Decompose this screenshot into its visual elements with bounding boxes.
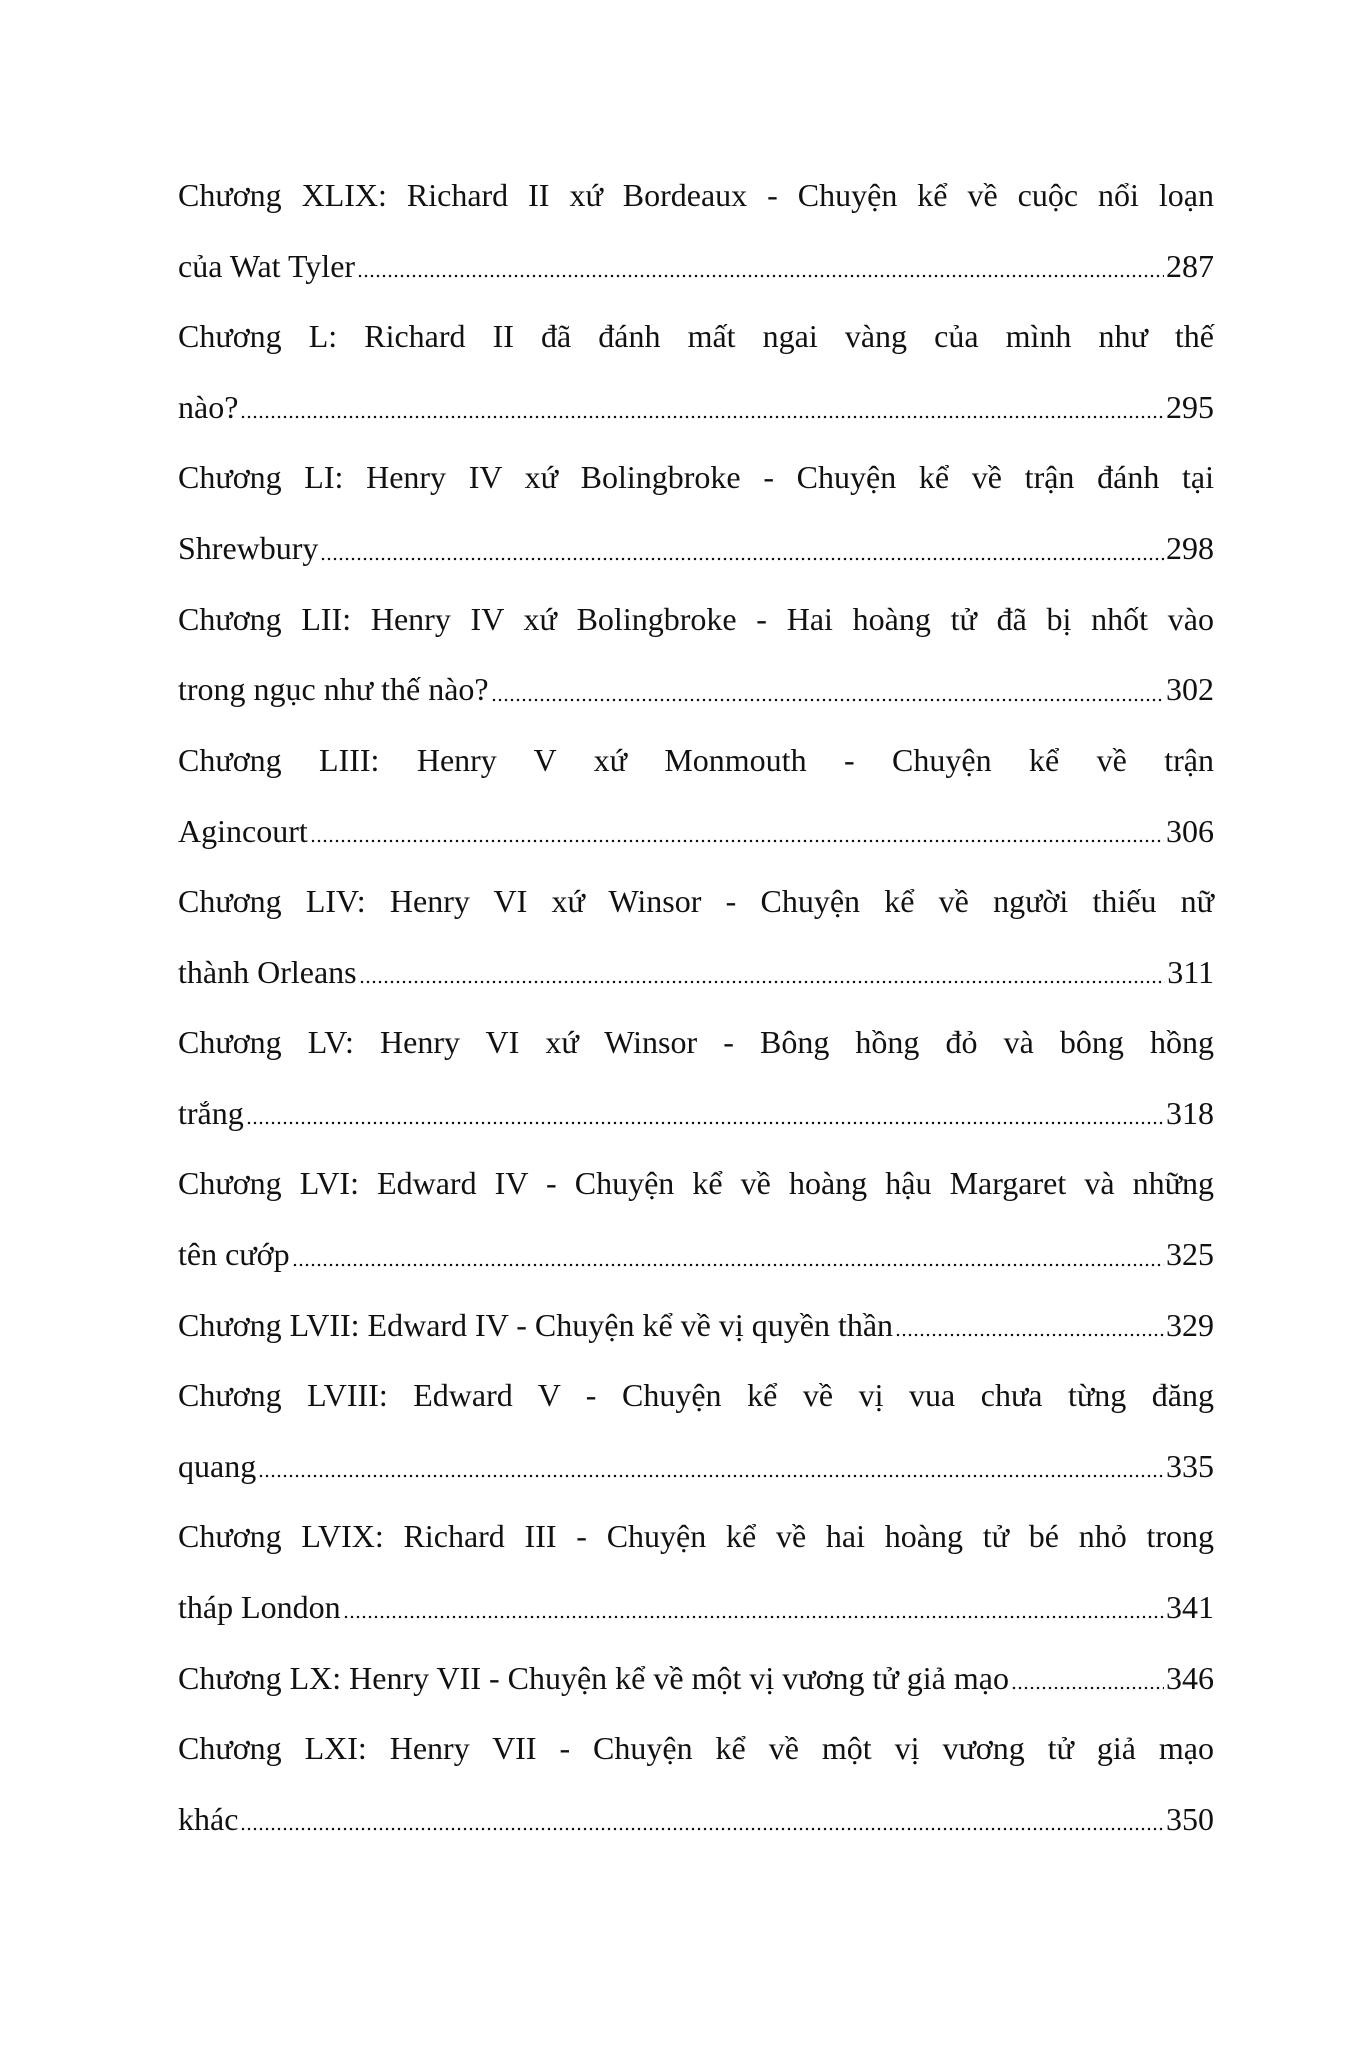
toc-entry-leader-line xyxy=(178,231,1214,302)
toc-entry-leader-line xyxy=(178,1642,1214,1713)
dot-leader xyxy=(491,693,1164,703)
toc-entry-title-end: trắng xyxy=(178,1095,244,1132)
toc-entry-title-line: Chương LVI: Edward IV - Chuyện kể về hoàng hậu Margaret và những xyxy=(178,1165,1214,1202)
dot-leader xyxy=(357,269,1164,279)
dot-leader xyxy=(320,552,1164,562)
table-of-contents xyxy=(178,160,1214,1854)
toc-entry-title-end: tên cướp xyxy=(178,1236,290,1273)
dot-leader xyxy=(310,834,1164,844)
toc-page-number: 302 xyxy=(1166,671,1214,708)
toc-entry-title-end: thành Orleans xyxy=(178,953,357,990)
toc-entry-leader-line xyxy=(178,513,1214,584)
toc-entry-title-end: quang xyxy=(178,1447,257,1484)
toc-entry-leader-line xyxy=(178,1784,1214,1855)
toc-page-number: 298 xyxy=(1166,530,1214,567)
toc-entry-title-line: Chương LI: Henry IV xứ Bolingbroke - Chuyện kể về trận đánh tại xyxy=(178,459,1214,496)
dot-leader xyxy=(343,1610,1164,1620)
toc-entry-title-line: Chương LXI: Henry VII - Chuyện kể về một vị vương tử giả mạo xyxy=(178,1730,1214,1767)
toc-entry-title-line: Chương XLIX: Richard II xứ Bordeaux - Chuyện kể về cuộc nổi loạn xyxy=(178,177,1214,213)
toc-entry-leader-line xyxy=(178,937,1214,1008)
dot-leader xyxy=(258,1469,1164,1479)
toc-entry-leader-line xyxy=(178,1078,1214,1149)
toc-entry-title-line: Chương LIV: Henry VI xứ Winsor - Chuyện kể về người thiếu nữ xyxy=(178,882,1214,919)
toc-page-number: 346 xyxy=(1166,1659,1214,1696)
toc-entry-leader-line xyxy=(178,1290,1214,1361)
dot-leader xyxy=(240,1822,1164,1832)
toc-entry-title-line: Chương LIII: Henry V xứ Monmouth - Chuyện kể về trận xyxy=(178,741,1214,778)
toc-entry-title-end: nào? xyxy=(178,389,239,426)
toc-page-number: 311 xyxy=(1167,953,1214,990)
dot-leader xyxy=(895,1328,1164,1338)
toc-entry-title-end: Shrewbury xyxy=(178,530,319,567)
toc-page-number: 335 xyxy=(1166,1447,1214,1484)
toc-page-number: 341 xyxy=(1166,1589,1214,1626)
toc-page-number: 306 xyxy=(1166,812,1214,849)
toc-entry-leader-line xyxy=(178,795,1214,866)
toc-page-number: 295 xyxy=(1166,389,1214,426)
toc-page-number: 318 xyxy=(1166,1095,1214,1132)
toc-entry-title-line: Chương LVIX: Richard III - Chuyện kể về hai hoàng tử bé nhỏ trong xyxy=(178,1518,1214,1555)
toc-entry-title-end: Chương LX: Henry VII - Chuyện kể về một vị vương tử giả mạo xyxy=(178,1659,1009,1696)
toc-entry-title-line: Chương LII: Henry IV xứ Bolingbroke - Hai hoàng tử đã bị nhốt vào xyxy=(178,600,1214,637)
dot-leader xyxy=(1011,1681,1164,1691)
toc-entry-title-end: Chương LVII: Edward IV - Chuyện kể về vị quyền thần xyxy=(178,1306,894,1343)
toc-entry-title-line: Chương LV: Henry VI xứ Winsor - Bông hồng đỏ và bông hồng xyxy=(178,1024,1214,1061)
toc-entry-leader-line xyxy=(178,1431,1214,1502)
toc-page-number: 350 xyxy=(1166,1800,1214,1837)
toc-entry-leader-line xyxy=(178,1572,1214,1643)
toc-page-number: 329 xyxy=(1166,1306,1214,1343)
toc-entry-title-end: tháp London xyxy=(178,1589,341,1626)
toc-entry-title-end: Agincourt xyxy=(178,812,308,849)
toc-entry-title-line: Chương L: Richard II đã đánh mất ngai vàng của mình như thế xyxy=(178,318,1214,355)
toc-page-number: 325 xyxy=(1166,1236,1214,1273)
dot-leader xyxy=(246,1116,1164,1126)
dot-leader xyxy=(359,975,1166,985)
toc-entry-leader-line xyxy=(178,1219,1214,1290)
dot-leader xyxy=(292,1258,1164,1268)
toc-entry-title-end: khác xyxy=(178,1800,239,1837)
toc-entry-title-end: của Wat Tyler xyxy=(178,247,356,284)
toc-entry-title-line: Chương LVIII: Edward V - Chuyện kể về vị vua chưa từng đăng xyxy=(178,1377,1214,1414)
toc-entry-title-end: trong ngục như thế nào? xyxy=(178,671,489,708)
dot-leader xyxy=(240,410,1164,420)
toc-entry-leader-line xyxy=(178,372,1214,443)
toc-page-number: 287 xyxy=(1166,247,1214,284)
toc-entry-leader-line xyxy=(178,654,1214,725)
